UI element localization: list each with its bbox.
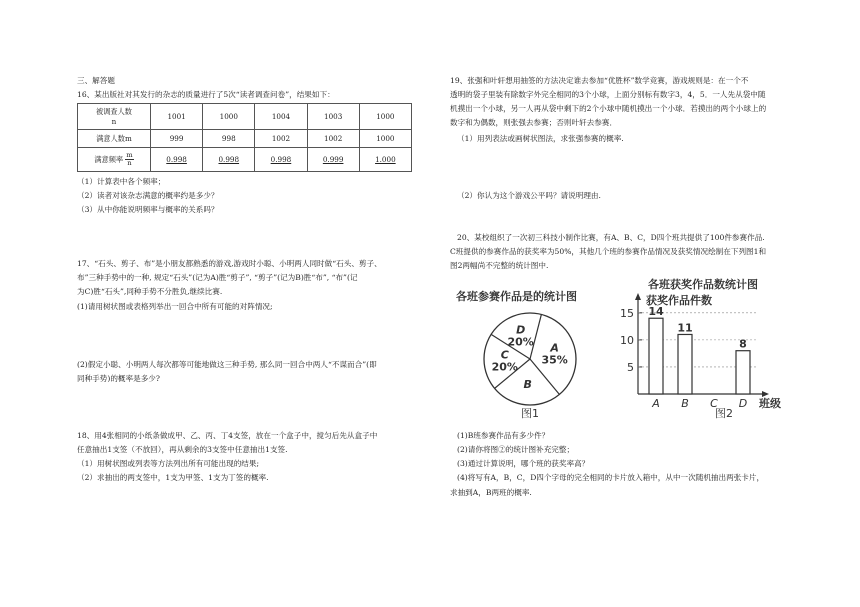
bar-d xyxy=(736,351,750,394)
q20-line1: 20、某校组织了一次初三科技小制作比赛，有A、B、C，D四个班共提供了100件参赛作品. xyxy=(457,233,765,242)
pie-slice-label: A xyxy=(550,341,559,355)
filled-answer: 0.999 xyxy=(322,155,344,164)
pie-caption: 图1 xyxy=(521,407,539,420)
table-cell: 999 xyxy=(151,130,203,148)
filled-answer: 0.998 xyxy=(270,155,292,164)
table-cell: 满意人数m xyxy=(78,130,151,148)
pie-slice-label: C xyxy=(500,348,509,362)
table-cell xyxy=(78,104,151,130)
bar-a xyxy=(649,318,663,394)
table-cell: 1000 xyxy=(359,130,411,148)
table-cell xyxy=(255,148,307,172)
filled-answer: 0.998 xyxy=(218,155,240,164)
table-row xyxy=(78,104,412,130)
q17-line2: 布”三种手势中的一种, 规定“石头”(记为A)胜“剪子”, “剪子”(记为B)胜“布”, “布”(记 xyxy=(77,273,358,282)
bar-title: 各班获奖作品数统计图 xyxy=(648,278,758,291)
table-cell xyxy=(359,148,411,172)
row-label: 被调查人数 xyxy=(96,107,132,116)
filled-answer: 0.998 xyxy=(166,155,187,164)
table-cell: 1001 xyxy=(151,104,203,130)
table-cell xyxy=(78,148,151,172)
table-row xyxy=(78,130,412,148)
q17-line3: 为C)胜“石头”,同种手势不分胜负,继续比赛. xyxy=(77,287,223,296)
q16-stem: 16、某出版社对其发行的杂志的质量进行了5次“读者调查问卷”，结果如下： xyxy=(77,90,335,99)
q19-line3: 机摸出一个小球，另一人再从袋中剩下的2个小球中随机摸出一个小球．若摸出的两个小球上的 xyxy=(450,104,767,113)
table-row xyxy=(78,148,412,172)
q19-sub1: （1）用列表法或画树状图法，求张强参赛的概率. xyxy=(457,134,624,143)
y-tick-label: 10 xyxy=(620,333,634,347)
q16-sub1: （1）计算表中各个频率； xyxy=(77,177,166,186)
q17-sub2-line2: 同种手势)的概率是多少? xyxy=(77,374,160,383)
q18-line1: 18、用4张相同的小纸条做成甲、乙、丙、丁4支签，放在一个盒子中，搅匀后先从盒子中 xyxy=(77,431,378,440)
fraction xyxy=(125,152,133,168)
row-label: 满意频率 xyxy=(94,154,124,164)
y-tick-label: 5 xyxy=(627,360,634,374)
q18-sub2: （2）求抽出的两支签中，1支为甲签、1支为丁签的概率. xyxy=(77,473,269,482)
pie-slice-percent: 20% xyxy=(491,360,518,374)
x-tick-label: C xyxy=(710,397,718,410)
bar-data-label: 14 xyxy=(648,305,664,319)
q19-line2: 透明的袋子里装有除数字外完全相同的3个小球，上面分别标有数字3，4，5．一人先从袋中随 xyxy=(450,90,766,99)
q19-sub2: （2）你认为这个游戏公平吗？请说明理由. xyxy=(457,191,601,200)
q20-sub2: (2)请你将图②的统计图补充完整； xyxy=(457,445,575,454)
bar-axes xyxy=(620,293,781,410)
q20-line2: C班提供的参赛作品的获奖率为50%，其他几个班的参赛作品情况及获奖情况绘制在下列图1和 xyxy=(450,247,767,256)
y-tick-label: 15 xyxy=(620,306,634,320)
table-cell: 1000 xyxy=(359,104,411,130)
x-tick-label: B xyxy=(681,397,689,410)
x-axis-label: 班级 xyxy=(759,397,781,410)
q20-line3: 图2两幅尚不完整的统计图中. xyxy=(450,261,549,270)
q20-sub3: (3)通过计算说明，哪个班的获奖率高？ xyxy=(457,459,590,468)
filled-answer: 1.000 xyxy=(375,155,396,164)
table-cell xyxy=(203,148,255,172)
bar-data-label: 8 xyxy=(739,337,747,351)
pie-slice-label: D xyxy=(516,323,526,337)
table-cell xyxy=(307,148,359,172)
table-cell: 1002 xyxy=(255,130,307,148)
q20-sub4-line2: 求抽到A，B两班的概率. xyxy=(450,488,532,497)
table-cell: 1003 xyxy=(307,104,359,130)
pie-slice-label: B xyxy=(523,378,532,392)
pie-slice-percent: 35% xyxy=(541,353,568,367)
fraction-denominator: n xyxy=(127,159,132,167)
q18-line2: 任意抽出1支签（不放回），再从剩余的3支签中任意抽出1支签. xyxy=(77,445,288,454)
bar-caption: 图2 xyxy=(715,407,733,420)
y-axis-arrow xyxy=(635,293,641,300)
q16-sub3: （3）从中你能说明频率与概率的关系吗？ xyxy=(77,205,219,214)
q17-sub2-line1: (2)假定小聪、小明两人每次都等可能地做这三种手势, 那么同一回合中两人“不谋而合”(即 xyxy=(77,360,377,369)
table-cell: 998 xyxy=(203,130,255,148)
pie-title: 各班参赛作品是的统计图 xyxy=(456,290,577,303)
q18-sub1: （1）用树状图或列表等方法列出所有可能出现的结果; xyxy=(77,459,260,468)
q16-sub2: （2）读者对该杂志满意的概率约是多少？ xyxy=(77,191,219,200)
table-cell xyxy=(151,148,203,172)
fraction-numerator: m xyxy=(126,150,133,159)
section-title: 三、解答题 xyxy=(77,76,115,85)
bar-chart-figure2 xyxy=(620,278,785,423)
table-cell: 1002 xyxy=(307,130,359,148)
q17-line1: 17、“石头、剪子、布”是小朋友都熟悉的游戏,游戏时小聪、小明两人同时做“石头、剪子、 xyxy=(77,259,382,268)
table-cell: 1004 xyxy=(255,104,307,130)
q20-sub4-line1: (4)将写有A，B，C，D四个字母的完全相同的卡片放入箱中，从中一次随机抽出两张卡片， xyxy=(457,473,765,482)
table-cell: 1000 xyxy=(203,104,255,130)
x-tick-label: A xyxy=(652,397,660,410)
bar-data-label: 11 xyxy=(677,321,693,335)
q19-line4: 数字和为偶数，则张强去参赛；否则叶轩去参赛． xyxy=(450,118,618,127)
x-tick-label: D xyxy=(738,397,748,410)
q20-sub1: (1)B班参赛作品有多少件？ xyxy=(457,431,550,440)
q16-table xyxy=(77,103,412,172)
pie-chart-figure1 xyxy=(450,278,620,423)
bar-ylabel: 获奖作品件数 xyxy=(646,294,712,307)
q19-line1: 19、张强和叶轩想用抽签的方法决定谁去参加“优胜杯”数学竞赛，游戏规则是：在一个不 xyxy=(450,76,749,85)
pie-slice-percent: 20% xyxy=(507,335,534,349)
q17-sub1: (1)请用树状图或表格列举出一回合中所有可能的对阵情况; xyxy=(77,302,273,311)
row-label-sub: n xyxy=(111,117,117,126)
bar-b xyxy=(678,334,692,394)
